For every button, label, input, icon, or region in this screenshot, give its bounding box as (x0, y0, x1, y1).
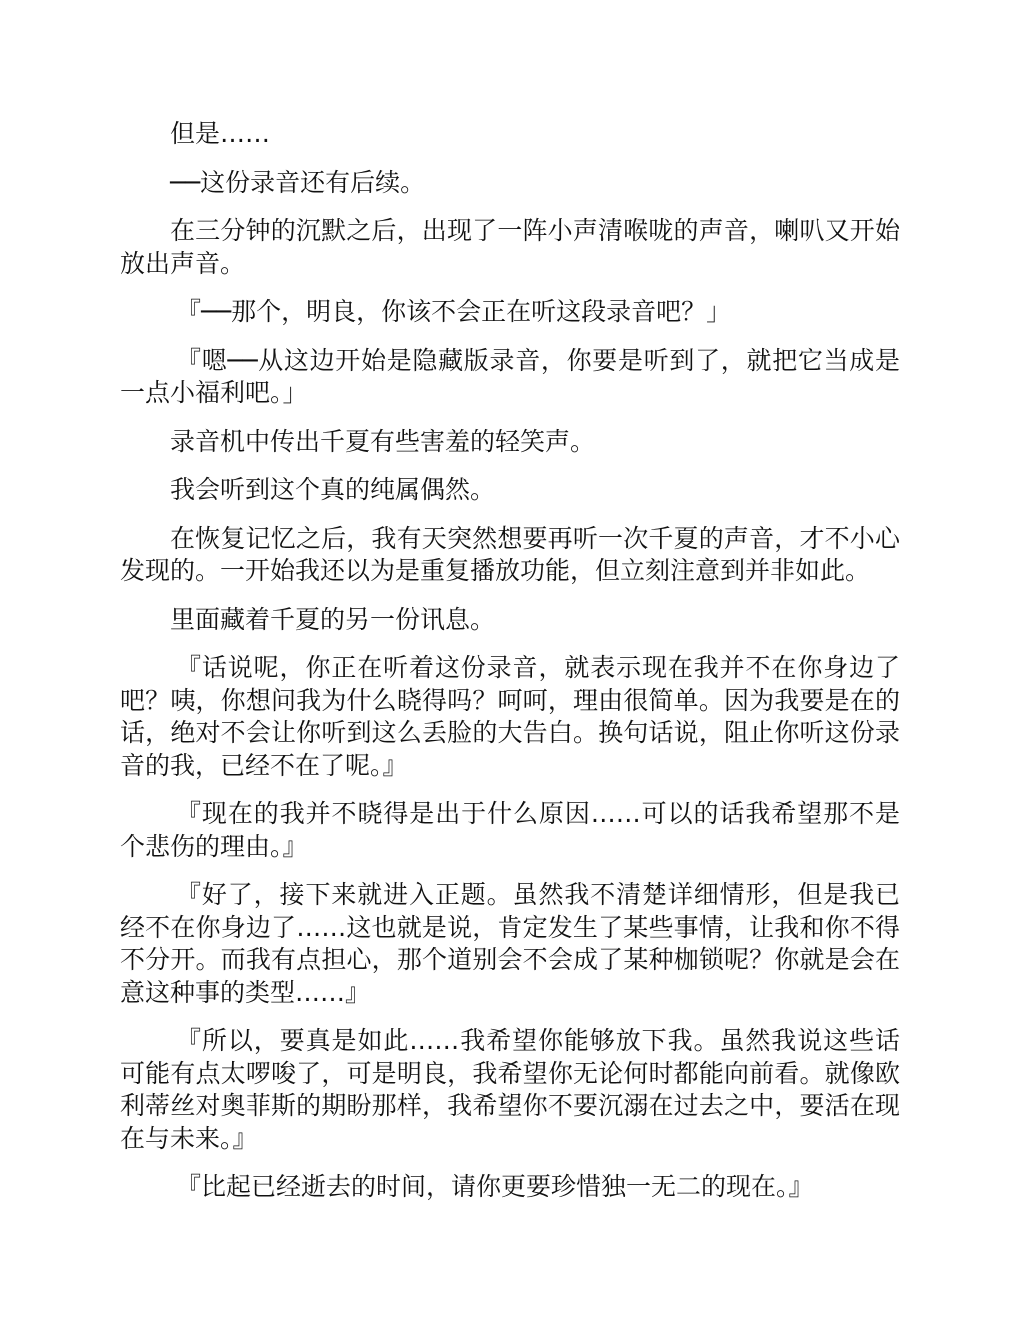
paragraph-13: 『所以，要真是如此……我希望你能够放下我。虽然我说这些话可能有点太啰唆了，可是明良，我希望你无论何时都能向前看。就像欧利蒂丝对奥菲斯的期盼那样，我希望你不要沉溺在过去之中，要活在现在与未来。』 (120, 1026, 900, 1153)
paragraph-11: 『现在的我并不晓得是出于什么原因……可以的话我希望那不是个悲伤的理由。』 (120, 799, 900, 861)
document-page (120, 118, 900, 1220)
paragraph-5: 『嗯──从这边开始是隐藏版录音，你要是听到了，就把它当成是一点小福利吧。」 (120, 345, 900, 407)
paragraph-14: 『比起已经逝去的时间，请你更要珍惜独一无二的现在。』 (176, 1172, 814, 1201)
paragraph-9: 里面藏着千夏的另一份讯息。 (170, 604, 496, 634)
paragraph-7: 我会听到这个真的纯属偶然。 (170, 475, 496, 504)
paragraph-10: 『话说呢，你正在听着这份录音，就表示现在我并不在你身边了吧？咦，你想问我为什么晓得吗？呵呵，理由很简单。因为我要是在的话，绝对不会让你听到这么丢脸的大告白。换句话说，阻止你听这份录音的我，已经不在了呢。』 (120, 653, 900, 780)
paragraph-6: 录音机中传出千夏有些害羞的轻笑声。 (170, 426, 596, 456)
paragraph-12: 『好了，接下来就进入正题。虽然我不清楚详细情形，但是我已经不在你身边了……这也就是说，肯定发生了某些事情，让我和你不得不分开。而我有点担心，那个道别会不会成了某种枷锁呢？你就是会在意这种事的类型……』 (120, 880, 900, 1007)
paragraph-4: 『──那个，明良，你该不会正在听这段录音吧？」 (176, 297, 732, 326)
paragraph-3: 在三分钟的沉默之后，出现了一阵小声清喉咙的声音，喇叭又开始放出声音。 (120, 216, 900, 278)
paragraph-2: ──这份录音还有后续。 (170, 167, 426, 197)
paragraph-1: 但是…… (170, 119, 271, 148)
paragraph-8: 在恢复记忆之后，我有天突然想要再听一次千夏的声音，才不小心发现的。一开始我还以为是重复播放功能，但立刻注意到并非如此。 (120, 523, 900, 585)
